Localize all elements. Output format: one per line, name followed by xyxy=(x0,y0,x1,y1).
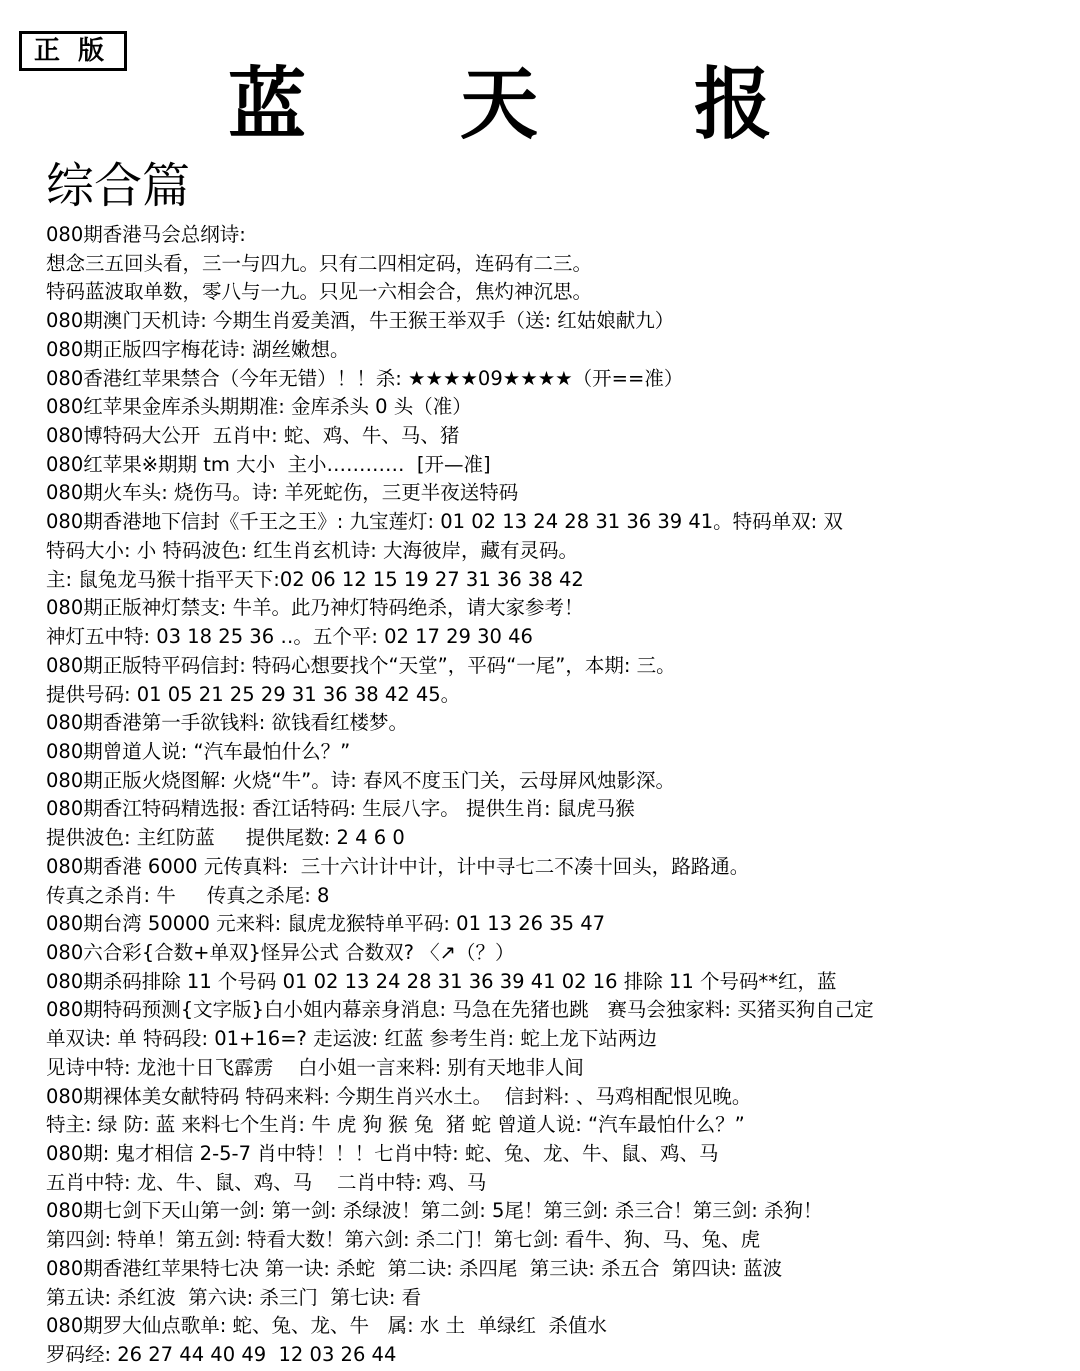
masthead-char-3: 报 xyxy=(694,59,773,150)
content-line: 第五诀: 杀红波 第六诀: 杀三门 第七诀: 看 xyxy=(46,1285,422,1309)
content-line: 080期曾道人说: “汽车最怕什么？” xyxy=(46,739,351,763)
content-lines xyxy=(46,221,1066,1370)
content-line: 第四剑: 特单！第五剑: 特看大数！第六剑: 杀二门！第七剑: 看牛、狗、马、兔、虎 xyxy=(46,1228,761,1252)
content-line: 传真之杀肖: 牛 传真之杀尾: 8 xyxy=(46,883,330,907)
content-line: 080期正版四字梅花诗: 湖丝嫩想。 xyxy=(46,337,350,361)
content-line: 特码蓝波取单数，零八与一九。只见一六相会合，焦灼神沉思。 xyxy=(46,280,593,304)
content-line: 神灯五中特: 03 18 25 36 ‥。五个平: 02 17 29 30 46 xyxy=(46,625,533,649)
content-line: 见诗中特: 龙池十日飞霹雳 白小姐一言来料: 别有天地非人间 xyxy=(46,1055,584,1079)
content-line: 080期正版特平码信封: 特码心想要找个“天堂”，平码“一尾”，本期: 三。 xyxy=(46,653,676,677)
masthead-char-1: 蓝 xyxy=(228,59,307,150)
content-line: 主: 鼠兔龙马猴十指平天下:02 06 12 15 19 27 31 36 38 42 xyxy=(46,567,584,591)
content-line: 080期香港地下信封《千王之王》: 九宝莲灯: 01 02 13 24 28 31 36 39 41。特码单双: 双 xyxy=(46,510,843,534)
edition-badge: 正版 xyxy=(19,31,127,71)
section-title: 综合篇 xyxy=(46,158,191,214)
content-line: 080期正版火烧图解: 火烧“牛”。诗: 春风不度玉门关，云母屏风烛影深。 xyxy=(46,768,675,792)
masthead-title xyxy=(0,60,1080,150)
content-line: 080期特码预测{文字版}白小姐内幕亲身消息: 马急在先猪也跳 赛马会独家料: 买猪买狗自己定 xyxy=(46,998,874,1022)
content-line: 080博特码大公开 五肖中: 蛇、鸡、牛、马、猪 xyxy=(46,424,460,448)
content-line: 080期火车头: 烧伤马。诗: 羊死蛇伤，三更半夜送特码 xyxy=(46,481,519,505)
content-line: 080期裸体美女献特码 特码来料: 今期生肖兴水土。 信封料: 、马鸡相配恨见晚。 xyxy=(46,1084,752,1108)
content-line: 080期香港第一手欲钱料: 欲钱看红楼梦。 xyxy=(46,711,408,735)
content-line: 080香港红苹果禁合（今年无错）！！杀: ★★★★09★★★★（开==准） xyxy=(46,366,684,390)
content-line: 080期香港红苹果特七决 第一诀: 杀蛇 第二诀: 杀四尾 第三诀: 杀五合 第四诀: 蓝波 xyxy=(46,1256,783,1280)
content-line: 想念三五回头看，三一与四九。只有二四相定码，连码有二三。 xyxy=(46,251,593,275)
content-line: 特码大小: 小 特码波色: 红生肖玄机诗: 大海彼岸，藏有灵码。 xyxy=(46,538,579,562)
content-line: 080期澳门天机诗: 今期生肖爱美酒，牛王猴王举双手（送: 红姑娘献九） xyxy=(46,309,675,333)
content-line: 080期香港 6000 元传真料: 三十六计计中计，计中寻七二不凑十回头，路路通。 xyxy=(46,854,750,878)
content-line: 080期香港马会总纲诗: xyxy=(46,223,246,246)
content-line: 080红苹果※期期 tm 大小 主小………… [开—准] xyxy=(46,452,491,476)
content-line: 提供波色: 主红防蓝 提供尾数: 2 4 6 0 xyxy=(46,826,405,850)
masthead-char-2: 天 xyxy=(460,59,539,150)
content-line: 080期杀码排除 11 个号码 01 02 13 24 28 31 36 39 41 02 16 排除 11 个号码**红，蓝 xyxy=(46,969,837,993)
content-line: 080期香江特码精选报: 香江话特码: 生辰八字。 提供生肖: 鼠虎马猴 xyxy=(46,797,635,821)
content-line: 080期台湾 50000 元来料: 鼠虎龙猴特单平码: 01 13 26 35 47 xyxy=(46,912,606,936)
content-line: 罗码经: 26 27 44 40 49 12 03 26 44 xyxy=(46,1343,397,1367)
content-line: 080期罗大仙点歌单: 蛇、兔、龙、牛 属: 水 土 单绿红 杀值水 xyxy=(46,1314,607,1338)
content-line: 特主: 绿 防: 蓝 来料七个生肖: 牛 虎 狗 猴 兔 猪 蛇 曾道人说: “汽车最怕什么？” xyxy=(46,1113,745,1137)
content-line: 080期七剑下天山第一剑: 第一剑: 杀绿波！第二剑: 5尾！第三剑: 杀三合！第三剑: 杀狗！ xyxy=(46,1199,823,1223)
content-line: 080期正版神灯禁支: 牛羊。此乃神灯特码绝杀，请大家参考！ xyxy=(46,596,584,620)
content-line: 080红苹果金库杀头期期准: 金库杀头 0 头（准） xyxy=(46,395,472,419)
content-line: 080期: 鬼才相信 2-5-7 肖中特！！！七肖中特: 蛇、兔、龙、牛、鼠、鸡、马 xyxy=(46,1142,719,1165)
content-line: 080六合彩{合数+单双}怪异公式 合数双? 〈↗（？） xyxy=(46,940,515,964)
content-line: 单双诀: 单 特码段: 01+16=? 走运波: 红蓝 参考生肖: 蛇上龙下站两边 xyxy=(46,1027,657,1051)
content-line: 提供号码: 01 05 21 25 29 31 36 38 42 45。 xyxy=(46,682,461,706)
content-line: 五肖中特: 龙、牛、鼠、鸡、马 二肖中特: 鸡、马 xyxy=(46,1170,487,1194)
